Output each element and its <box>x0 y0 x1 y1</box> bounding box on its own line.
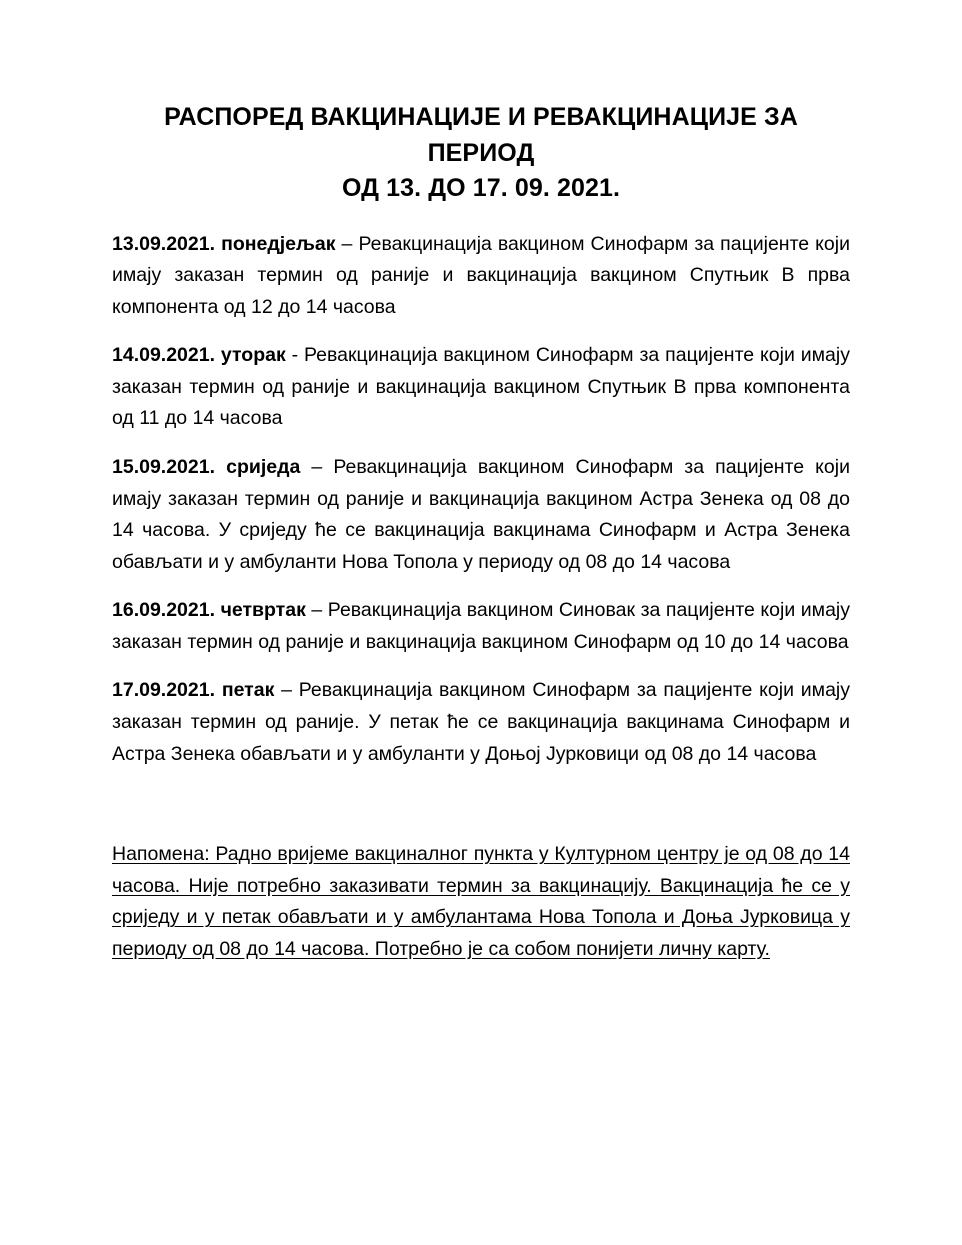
entry-separator: - <box>285 344 305 367</box>
entry-text: Ревакцинација вакцином Синофарм за пацијенте који имају заказан термин од раније. У петак ће се вакцинација вакцинама Синофарм и Астра Зенека обављати и у амбуланти у Доњој Јурковици од 08 до 14 часова <box>112 679 851 765</box>
entry-text: Ревакцинација вакцином Синофарм за пацијенте који имају заказан термин од раније и вакцинација вакцином Спутњик В прва компонента од 11 до 14 часова <box>112 344 850 430</box>
entry-space <box>215 679 222 701</box>
note-text: Напомена: Радно вријеме вакциналног пункта у Културном центру је од 08 до 14 часова. Није потребно заказивати термин за вакцинацију. Вакцинација ће се у сриједу и у петак обављати и у амбулантама Нова Топола и Доња Јурковица у периоду од 08 до 14 часова. Потребно је са собом понијети личну карту. <box>112 843 850 960</box>
page-title-line-2: ОД 13. ДО 17. 09. 2021. <box>341 174 621 202</box>
entry-day: петак <box>221 679 275 702</box>
schedule-entry <box>112 675 850 770</box>
entry-date: 16.09.2021. <box>112 599 216 622</box>
entry-separator: – <box>335 232 359 255</box>
entry-text: Ревакцинација вакцином Синовак за пацијенте који имају заказан термин од раније и вакцинација вакцином Синофарм од 10 до 14 часова <box>112 599 851 653</box>
entry-day: четвртак <box>220 599 306 622</box>
entry-text: Ревакцинација вакцином Синофарм за пацијенте који имају заказан термин од раније и вакцинација вакцином Спутњик В прва компонента од 12 до 14 часова <box>112 232 850 318</box>
page-title <box>112 100 850 207</box>
entry-space <box>215 456 226 478</box>
page-title-line-1: РАСПОРЕД ВАКЦИНАЦИЈЕ И РЕВАКЦИНАЦИЈЕ ЗА ПЕРИОД <box>164 103 798 167</box>
entry-day: понедјељак <box>221 232 336 255</box>
schedule-entry <box>112 595 850 658</box>
entry-separator: – <box>305 599 328 622</box>
schedule-entry <box>112 452 850 578</box>
section-spacer <box>112 787 850 839</box>
entry-date: 15.09.2021. <box>112 455 216 478</box>
entry-date: 13.09.2021. <box>112 232 216 255</box>
entry-date: 14.09.2021. <box>112 344 216 367</box>
entry-separator: – <box>274 679 299 702</box>
schedule-entry <box>112 229 850 324</box>
entry-separator: – <box>300 455 334 478</box>
note-paragraph <box>112 839 850 965</box>
entry-text: Ревакцинација вакцином Синофарм за пацијенте који имају заказан термин од раније и вакцинација вакцином Астра Зенека од 08 до 14 часова. У сриједу ће се вакцинација вакцинама Синофарм и Астра Зенека обављати и у амбуланти Нова Топола у периоду од 08 до 14 часова <box>112 455 851 573</box>
entry-day: сриједа <box>226 455 301 478</box>
entry-date: 17.09.2021. <box>112 679 216 702</box>
schedule-entry <box>112 340 850 435</box>
entry-day: уторак <box>220 344 286 367</box>
